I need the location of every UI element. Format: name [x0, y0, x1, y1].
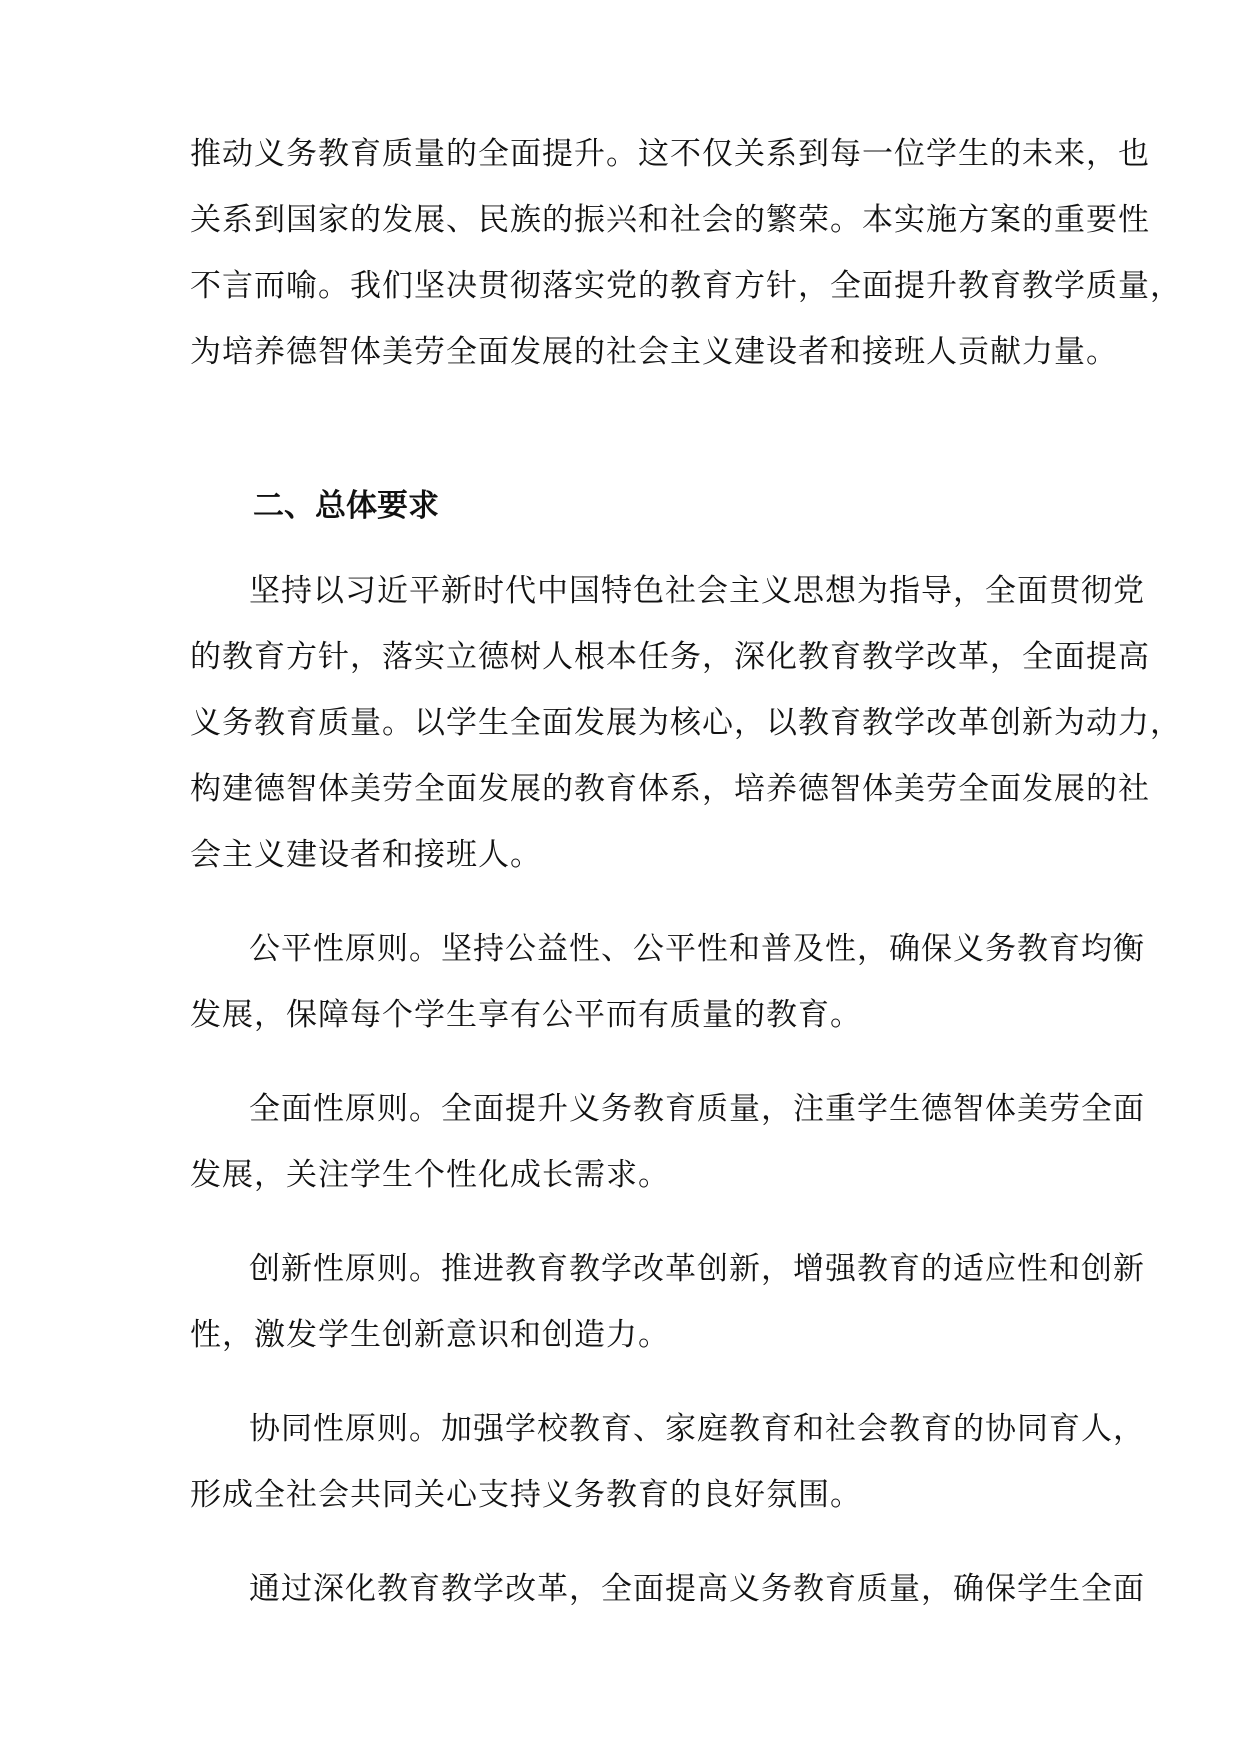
principle-fairness-line: 发展，保障每个学生享有公平而有质量的教育。: [190, 997, 862, 1033]
principle-comprehensive-line: 发展，关注学生个性化成长需求。: [190, 1157, 670, 1193]
paragraph-line: 构建德智体美劳全面发展的教育体系，培养德智体美劳全面发展的社: [190, 771, 1150, 807]
intro-line: 推动义务教育质量的全面提升。这不仅关系到每一位学生的未来，也: [190, 136, 1150, 172]
principle-innovation-line: 创新性原则。推进教育教学改革创新，增强教育的适应性和创新: [249, 1251, 1145, 1287]
section-heading: 二、总体要求: [253, 488, 439, 524]
principle-comprehensive-line: 全面性原则。全面提升义务教育质量，注重学生德智体美劳全面: [249, 1091, 1145, 1127]
principle-collaboration-line: 协同性原则。加强学校教育、家庭教育和社会教育的协同育人，: [249, 1411, 1145, 1447]
paragraph-line: 的教育方针，落实立德树人根本任务，深化教育教学改革，全面提高: [190, 639, 1150, 675]
principle-innovation-line: 性，激发学生创新意识和创造力。: [190, 1317, 670, 1353]
paragraph-line: 会主义建设者和接班人。: [190, 837, 542, 873]
intro-line: 不言而喻。我们坚决贯彻落实党的教育方针，全面提升教育教学质量，: [190, 268, 1182, 304]
paragraph-line: 坚持以习近平新时代中国特色社会主义思想为指导，全面贯彻党: [249, 573, 1145, 609]
principle-fairness-line: 公平性原则。坚持公益性、公平性和普及性，确保义务教育均衡: [249, 931, 1145, 967]
principle-collaboration-line: 形成全社会共同关心支持义务教育的良好氛围。: [190, 1477, 862, 1513]
intro-line: 为培养德智体美劳全面发展的社会主义建设者和接班人贡献力量。: [190, 334, 1118, 370]
closing-line: 通过深化教育教学改革，全面提高义务教育质量，确保学生全面: [249, 1571, 1145, 1607]
intro-line: 关系到国家的发展、民族的振兴和社会的繁荣。本实施方案的重要性: [190, 202, 1150, 238]
paragraph-line: 义务教育质量。以学生全面发展为核心，以教育教学改革创新为动力，: [190, 705, 1182, 741]
